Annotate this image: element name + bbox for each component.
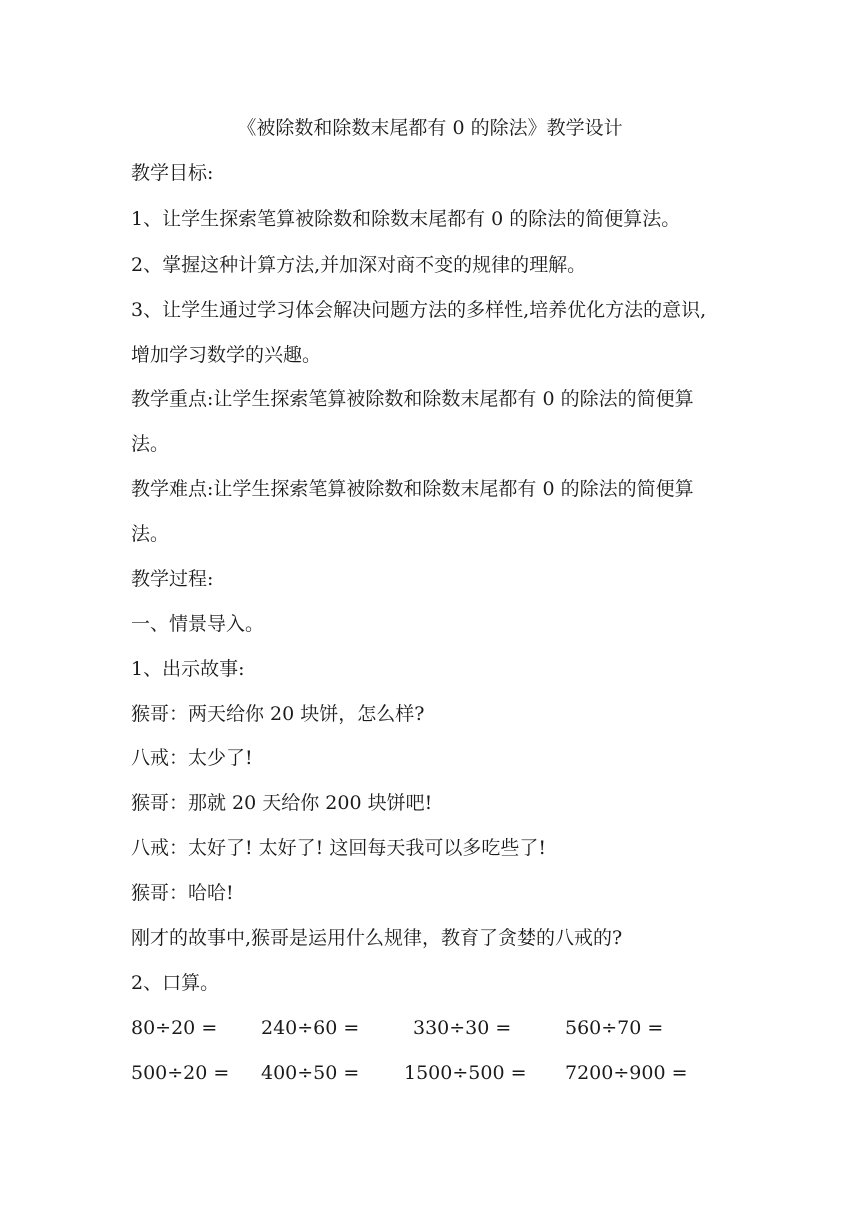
oral-row	[0, 1016, 860, 1040]
document-title: 《被除数和除数末尾都有 0 的除法》教学设计	[237, 117, 623, 139]
oral-item: 240÷60 =	[261, 1017, 360, 1039]
goal-line: 1、让学生探索笔算被除数和除数末尾都有 0 的除法的简便算法。	[131, 208, 681, 230]
dialogue-line: 猴哥：那就 20 天给你 200 块饼吧!	[131, 792, 433, 814]
oral-heading: 2、口算。	[131, 972, 220, 994]
process-heading: 教学过程:	[131, 568, 214, 590]
oral-item: 80÷20 =	[131, 1017, 218, 1039]
key-point-line: 教学重点:让学生探索笔算被除数和除数末尾都有 0 的除法的简便算	[131, 388, 694, 410]
oral-item: 7200÷900 =	[565, 1062, 688, 1084]
dialogue-line: 猴哥：哈哈!	[131, 882, 234, 904]
goals-heading: 教学目标:	[131, 162, 214, 184]
goal-line: 3、让学生通过学习体会解决问题方法的多样性,培养优化方法的意识,	[131, 299, 707, 321]
dialogue-line: 猴哥：两天给你 20 块饼，怎么样?	[131, 703, 425, 725]
key-point-line: 法。	[131, 433, 170, 455]
goal-line: 2、掌握这种计算方法,并加深对商不变的规律的理解。	[131, 254, 587, 276]
oral-row	[0, 1061, 860, 1085]
oral-item: 330÷30 =	[413, 1017, 512, 1039]
goal-line: 增加学习数学的兴趣。	[131, 344, 322, 366]
question-line: 刚才的故事中,猴哥是运用什么规律，教育了贪婪的八戒的?	[131, 927, 623, 949]
oral-item: 400÷50 =	[261, 1062, 360, 1084]
oral-item: 500÷20 =	[131, 1062, 230, 1084]
story-heading: 1、出示故事:	[131, 658, 245, 680]
dialogue-line: 八戒：太少了!	[131, 747, 253, 769]
oral-item: 560÷70 =	[565, 1017, 664, 1039]
difficult-point-line: 法。	[131, 523, 170, 545]
section-heading: 一、情景导入。	[131, 613, 265, 635]
difficult-point-line: 教学难点:让学生探索笔算被除数和除数末尾都有 0 的除法的简便算	[131, 478, 694, 500]
dialogue-line: 八戒：太好了! 太好了! 这回每天我可以多吃些了!	[131, 837, 546, 859]
oral-item: 1500÷500 =	[404, 1062, 527, 1084]
